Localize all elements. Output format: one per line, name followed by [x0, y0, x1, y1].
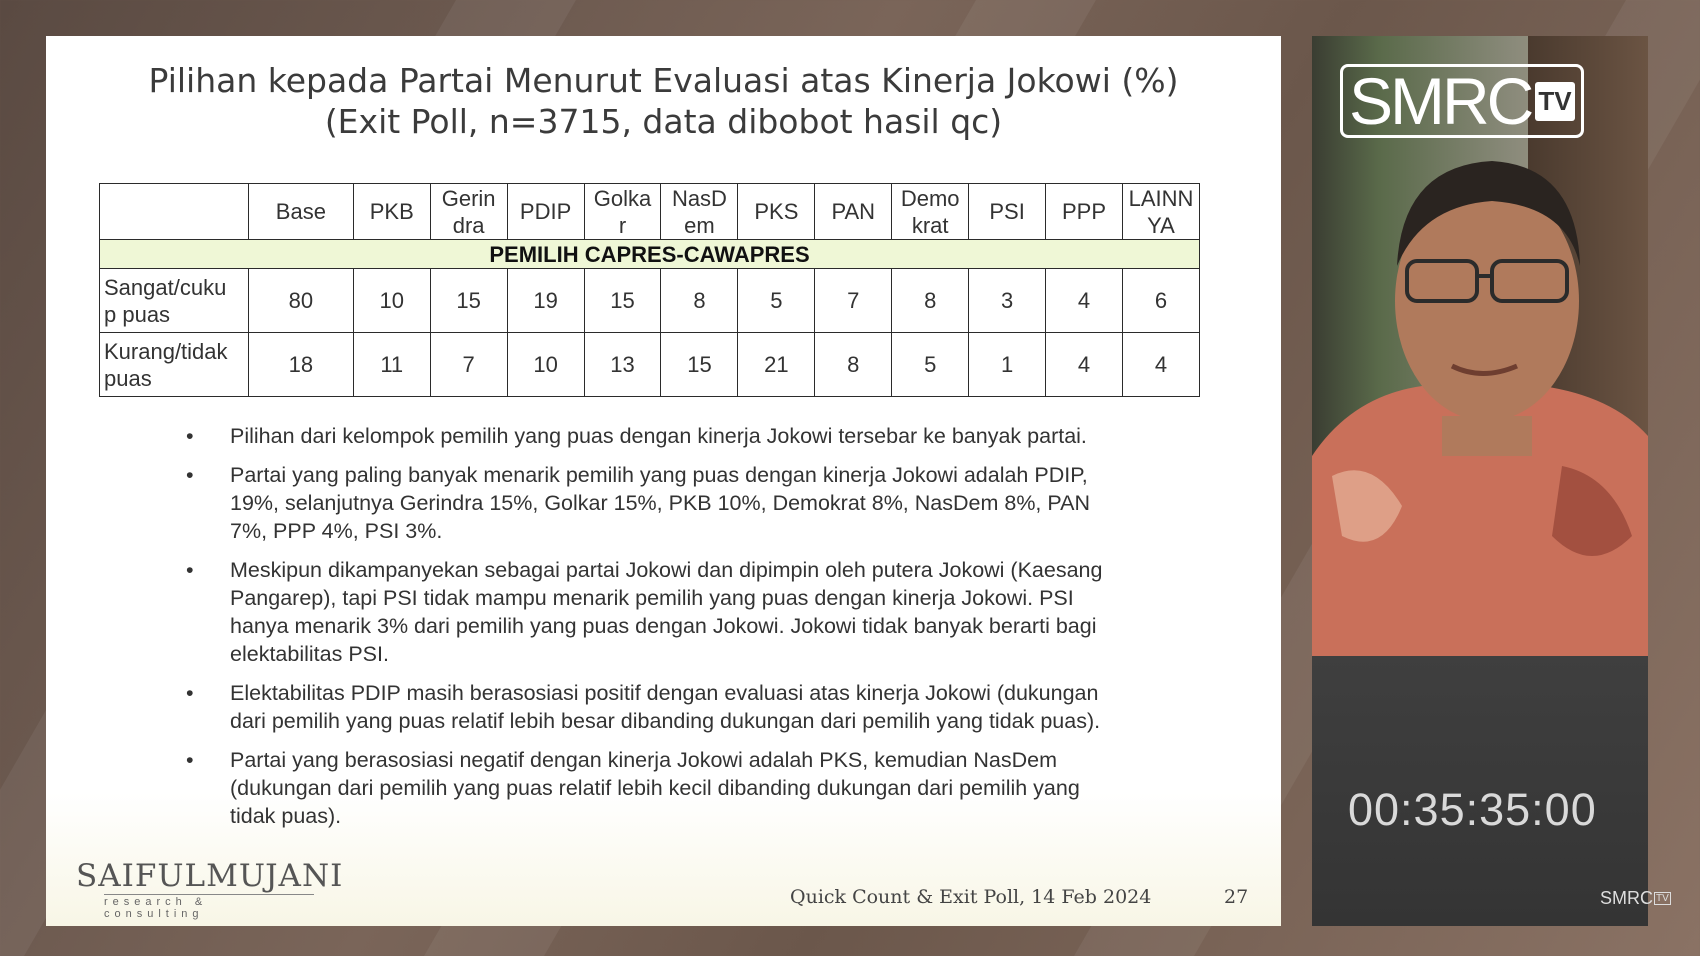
- table-section-row: [100, 240, 1200, 269]
- column-header: [430, 184, 507, 240]
- section-label: PEMILIH CAPRES-CAWAPRES: [100, 240, 1200, 269]
- table-cell: 5: [738, 269, 815, 333]
- column-header: [507, 184, 584, 240]
- bullet-text-line: dari pemilih yang puas relatif lebih besar dibanding dukungan dari pemilih yang tidak puas).: [230, 709, 1101, 733]
- table-cell: 4: [1046, 269, 1123, 333]
- company-logo: [76, 858, 343, 920]
- column-header-text: PKS: [754, 199, 799, 224]
- timer-panel: [1312, 656, 1669, 926]
- column-header-text: YA: [1147, 212, 1175, 238]
- table-cell: 8: [892, 269, 969, 333]
- column-header-text: PAN: [831, 199, 876, 224]
- bullet-text-line: 19%, selanjutnya Gerindra 15%, Golkar 15%, PKB 10%, Demokrat 8%, NasDem 8%, PAN: [230, 491, 1090, 515]
- column-header: [1046, 184, 1123, 240]
- bullet-item: [134, 422, 1244, 450]
- column-header: [353, 184, 430, 240]
- row-label: [100, 269, 249, 333]
- column-header: [969, 184, 1046, 240]
- row-label-text: Kurang/tidak: [104, 338, 228, 364]
- bullet-text-line: 7%, PPP 4%, PSI 3%.: [230, 519, 443, 543]
- table-cell: 6: [1122, 269, 1199, 333]
- table-cell: 8: [815, 333, 892, 397]
- table-cell: 21: [738, 333, 815, 397]
- table-cell: 7: [815, 269, 892, 333]
- bullet-item: [134, 679, 1244, 735]
- table-cell: 10: [353, 269, 430, 333]
- slide-footer: Quick Count & Exit Poll, 14 Feb 2024: [790, 886, 1152, 908]
- column-header-text: PDIP: [519, 199, 572, 224]
- bullet-text-line: Pangarep), tapi PSI tidak mampu menarik pemilih yang puas dengan kinerja Jokowi. PSI: [230, 586, 1074, 610]
- table-cell: 15: [584, 269, 661, 333]
- bullet-item: [134, 461, 1244, 545]
- column-header-text: r: [618, 212, 627, 238]
- table-cell: 13: [584, 333, 661, 397]
- smrc-tv-logo: [1340, 64, 1584, 138]
- table-cell: 4: [1122, 333, 1199, 397]
- bullet-item: [134, 556, 1244, 668]
- logo-tagline: research & consulting: [104, 894, 314, 920]
- column-header: [248, 184, 353, 240]
- row-label-text: p puas: [104, 301, 171, 327]
- table-cell: 15: [661, 333, 738, 397]
- presenter-video: [1312, 36, 1648, 656]
- column-header: [584, 184, 661, 240]
- column-header-text: em: [684, 212, 715, 238]
- bullet-text-line: (dukungan dari pemilih yang puas relatif lebih kecil dibanding dukungan dari pemilih yang: [230, 776, 1080, 800]
- bullet-text-line: tidak puas).: [230, 804, 342, 828]
- presentation-slide: [46, 36, 1281, 926]
- poll-table: [99, 183, 1200, 397]
- logo-wordmark: SAIFULMUJANI: [76, 858, 344, 894]
- bullet-text-line: Partai yang paling banyak menarik pemilih yang puas dengan kinerja Jokowi adalah PDIP,: [230, 463, 1088, 487]
- elapsed-timer: 00:35:35:00: [1348, 784, 1597, 835]
- table-cell: 8: [661, 269, 738, 333]
- column-header-text: Demo: [900, 185, 960, 211]
- table-cell: 15: [430, 269, 507, 333]
- bullet-text-line: Elektabilitas PDIP masih berasosiasi positif dengan evaluasi atas kinerja Jokowi (dukungan: [230, 681, 1099, 705]
- table-cell: 1: [969, 333, 1046, 397]
- bullet-text-line: Partai yang berasosiasi negatif dengan kinerja Jokowi adalah PKS, kemudian NasDem: [230, 748, 1058, 772]
- column-header-text: LAINN: [1128, 185, 1194, 211]
- bullet-text-line: Meskipun dikampanyekan sebagai partai Jokowi dan dipimpin oleh putera Jokowi (Kaesang: [230, 558, 1103, 582]
- bullet-list: [134, 422, 1244, 841]
- column-header-text: PKB: [369, 199, 414, 224]
- column-header-text: NasD: [671, 185, 727, 211]
- column-header-text: Base: [275, 199, 326, 224]
- column-header-text: PPP: [1061, 199, 1107, 224]
- column-header-text: dra: [452, 212, 485, 238]
- table-cell: 11: [353, 333, 430, 397]
- row-label-text: Sangat/cuku: [104, 274, 227, 300]
- slide-title-line-1: Pilihan kepada Partai Menurut Evaluasi atas Kinerja Jokowi (%): [148, 61, 1179, 100]
- bullet-item: [134, 746, 1244, 830]
- column-header: [1122, 184, 1199, 240]
- brand-name: SMRC: [1349, 64, 1532, 138]
- column-header: [892, 184, 969, 240]
- table-cell: 7: [430, 333, 507, 397]
- smrc-tv-watermark: [1600, 888, 1671, 909]
- column-header: [661, 184, 738, 240]
- watermark-brand: SMRC: [1600, 888, 1653, 908]
- column-header-text: Golka: [593, 185, 652, 211]
- bullet-text-line: elektabilitas PSI.: [230, 642, 389, 666]
- row-label-text: puas: [104, 365, 152, 391]
- bullet-text-line: hanya menarik 3% dari pemilih yang puas dengan Jokowi. Jokowi tidak banyak berarti bagi: [230, 614, 1097, 638]
- column-header-text: Gerin: [441, 185, 496, 211]
- column-header: [815, 184, 892, 240]
- table-cell: 19: [507, 269, 584, 333]
- table-cell: 10: [507, 333, 584, 397]
- column-header-text: PSI: [989, 199, 1025, 224]
- bullet-text-line: Pilihan dari kelompok pemilih yang puas dengan kinerja Jokowi tersebar ke banyak partai.: [230, 424, 1087, 448]
- slide-title: [46, 60, 1281, 142]
- table-row: [100, 333, 1200, 397]
- table-header-row: [100, 184, 1200, 240]
- table-cell: 4: [1046, 333, 1123, 397]
- brand-tv-badge: TV: [1535, 82, 1574, 121]
- table-row: [100, 269, 1200, 333]
- table-cell: 18: [248, 333, 353, 397]
- table-cell: 80: [248, 269, 353, 333]
- page-number: 27: [1224, 886, 1249, 908]
- table-cell: 5: [892, 333, 969, 397]
- table-cell: 3: [969, 269, 1046, 333]
- slide-title-line-2: (Exit Poll, n=3715, data dibobot hasil qc): [324, 102, 1003, 141]
- watermark-tv: TV: [1656, 893, 1669, 904]
- table-corner-cell: [100, 184, 249, 240]
- row-label: [100, 333, 249, 397]
- column-header-text: krat: [911, 212, 949, 238]
- column-header: [738, 184, 815, 240]
